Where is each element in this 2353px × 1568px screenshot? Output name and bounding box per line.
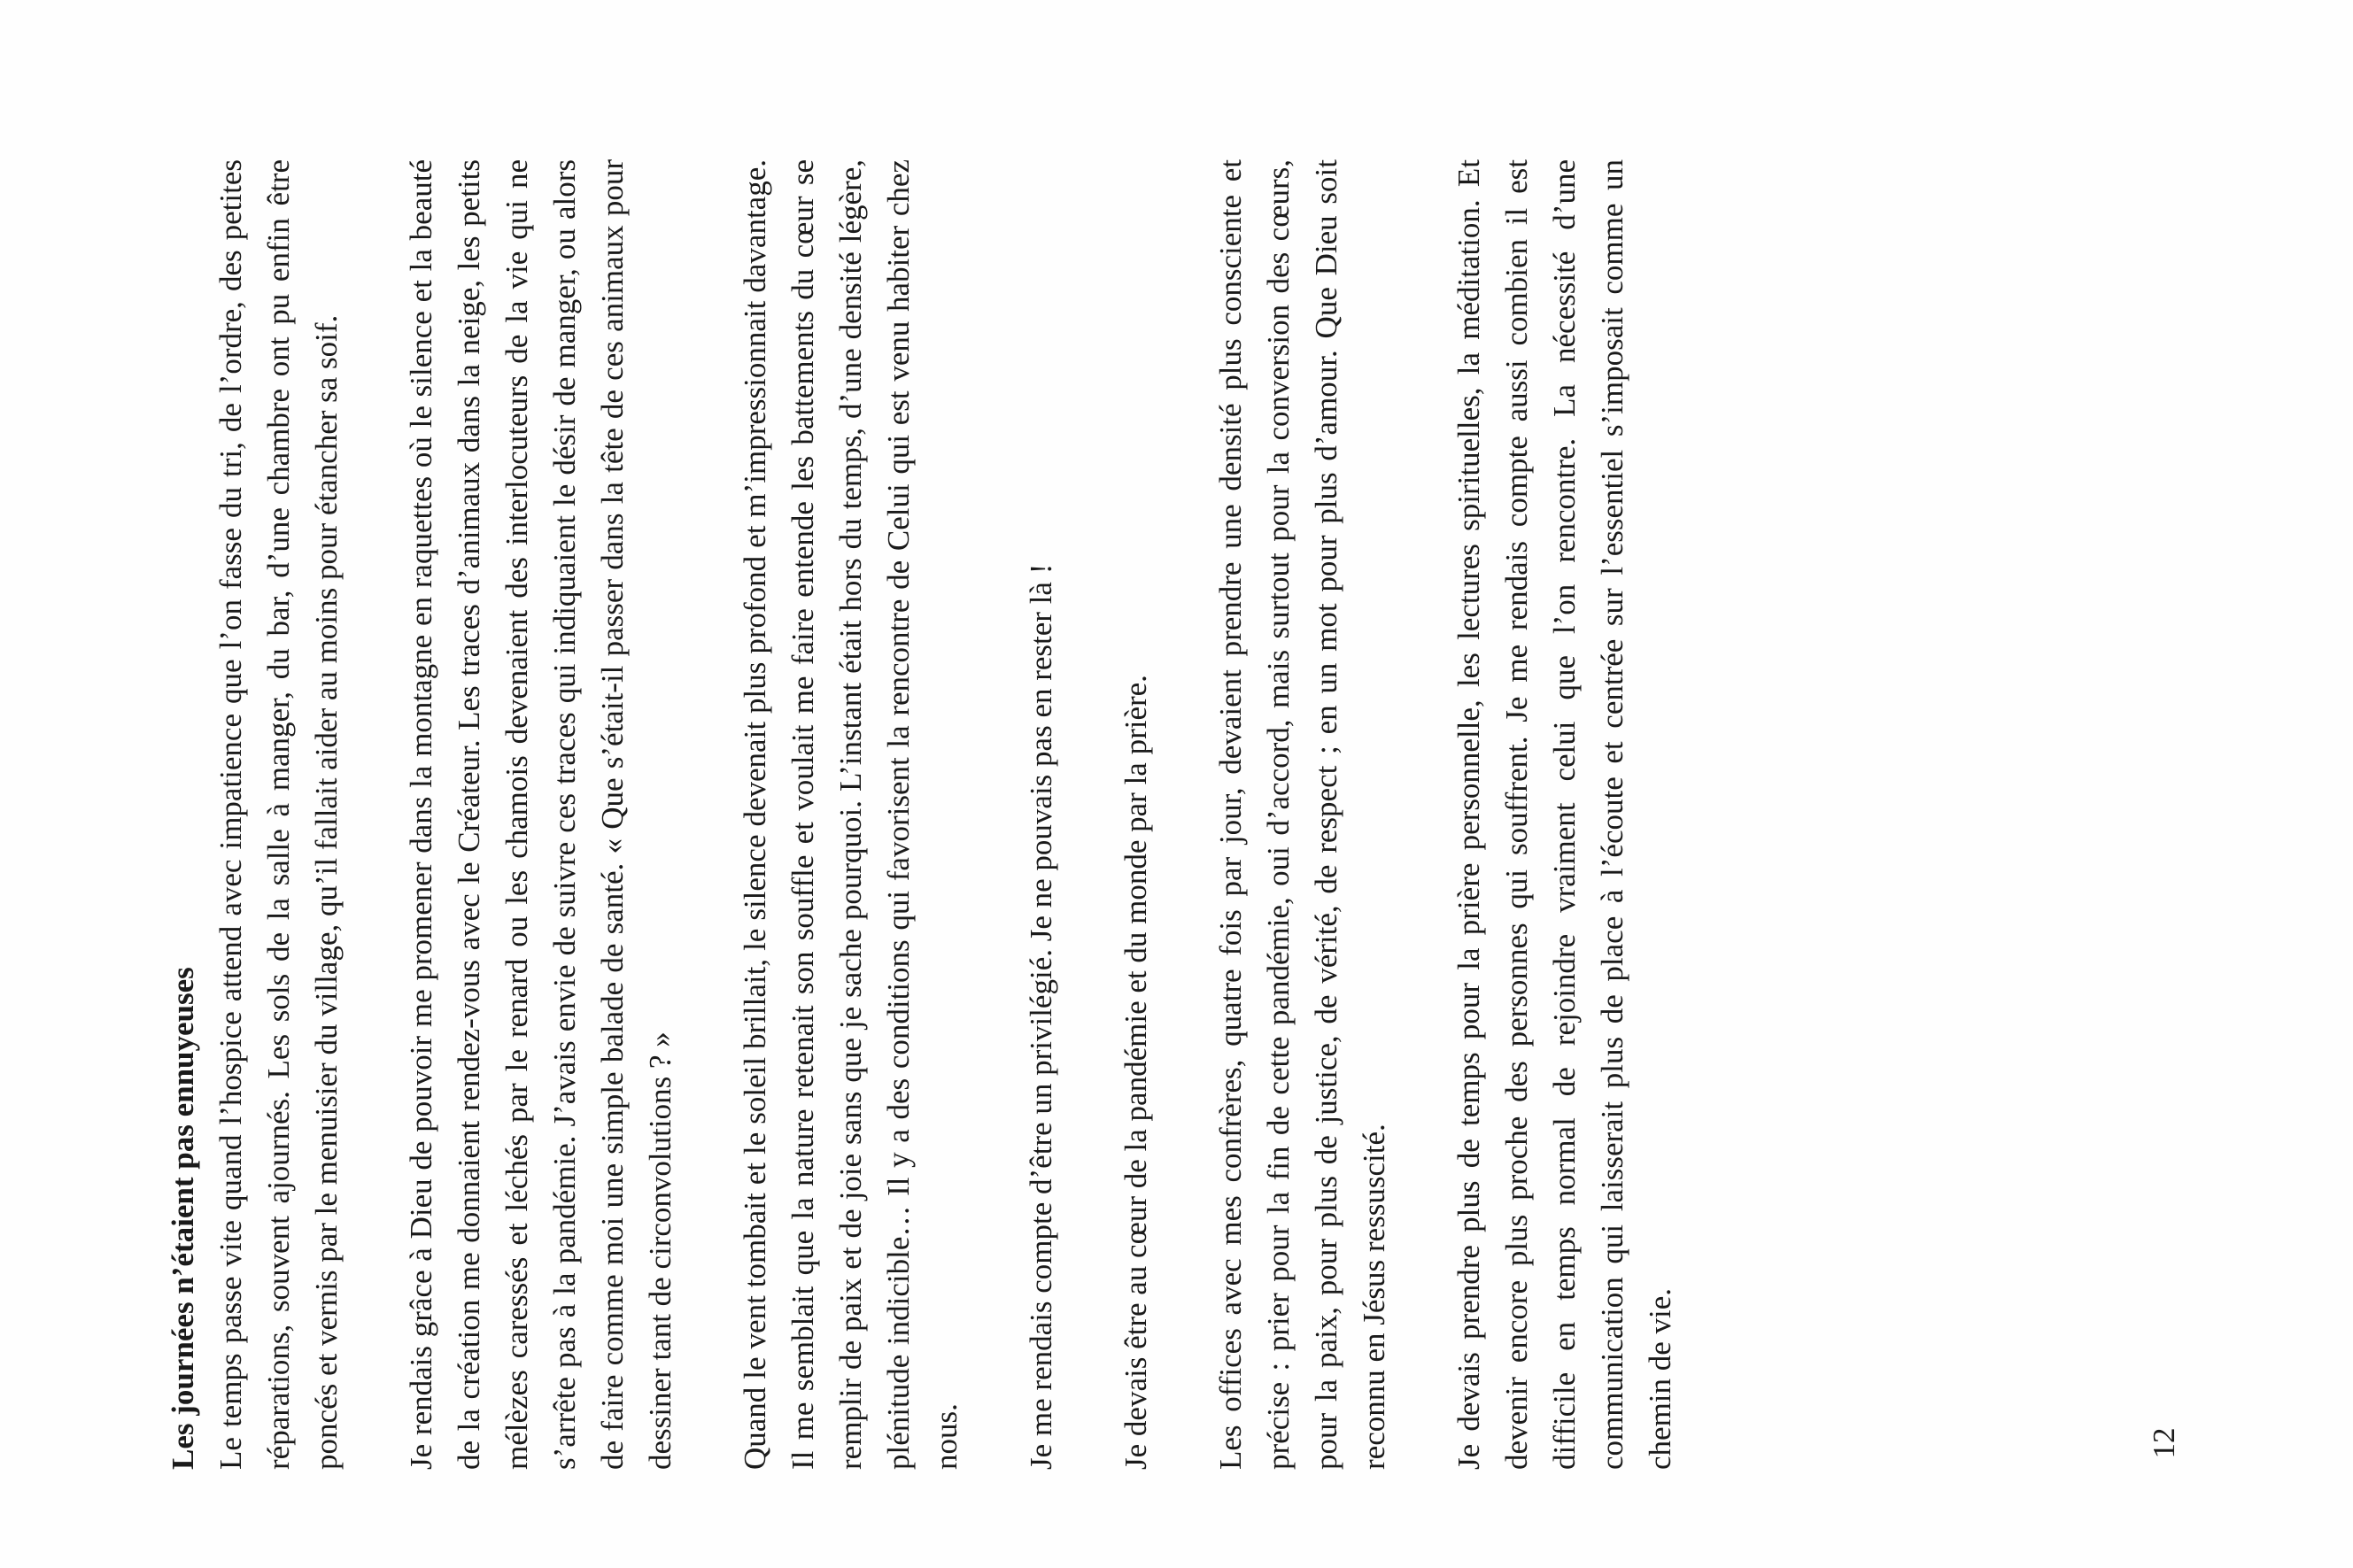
paragraph-1: Le temps passe vite quand l’hospice attend avec impatience que l’on fasse du tri, de l’ordre, des petites réparations, souvent ajournés. Les sols de la salle à manger, du bar, d’une chambre ont pu enfin être poncés et vernis par le menuisier du village, qu’il fallait aider au moins pour étancher sa soif. bbox=[213, 159, 344, 1470]
section-heading: Les journées n’étaient pas ennuyeuses bbox=[166, 967, 200, 1470]
paragraph-2: Je rendais grâce à Dieu de pouvoir me promener dans la montagne en raquettes où le silence et la beauté de la création me donnaient rendez-vous avec le Créateur. Les traces d’animaux dans la neige, les petits mélèzes caressés et léchés par le renard ou les chamois devenaient des interlocuteurs de la vie qui ne s’arrête pas à la pandémie. J’avais envie de suivre ces traces qui indiquaient le désir de manger, ou alors de faire comme moi une simple balade de santé. « Que s’était-il passer dans la tête de ces animaux pour dessiner tant de circonvolutions ? » bbox=[404, 159, 677, 1470]
paragraph-6: Les offices avec mes confrères, quatre fois par jour, devaient prendre une densité plus consciente et précise : prier pour la fin de cette pandémie, oui d’accord, mais surtout pour la conversion des cœurs, pour la paix, pour plus de justice, de vérité, de respect ; en un mot pour plus d’amour. Que Dieu soit reconnu en Jésus ressuscité. bbox=[1213, 159, 1391, 1470]
page-text-block bbox=[159, 159, 1833, 1470]
paragraph-3: Quand le vent tombait et le soleil brillait, le silence devenait plus profond et m’impressionnait davantage. Il me semblait que la nature retenait son souffle et voulait me faire entende les battements du cœur se remplir de paix et de joie sans que je sache pourquoi. L’instant était hors du temps, d’une densité légère, plénitude indicible… Il y a des conditions qui favorisent la rencontre de Celui qui est venu habiter chez nous. bbox=[738, 159, 964, 1470]
paragraph-5: Je devais être au cœur de la pandémie et du monde par la prière. bbox=[1118, 675, 1153, 1470]
paragraph-4: Je me rendais compte d’être un privilégié. Je ne pouvais pas en rester là ! bbox=[1024, 563, 1058, 1470]
page-number: 12 bbox=[2147, 1427, 2181, 1459]
paragraph-7: Je devais prendre plus de temps pour la prière personnelle, les lectures spirituelles, la méditation. Et devenir encore plus proche des personnes qui souffrent. Je me rendais compte aussi combien il est difficile en temps normal de rejoindre vraiment celui que l’on rencontre. La nécessité d’une communication qui laisserait plus de place à l’écoute et centrée sur l’essentiel s’imposait comme un chemin de vie. bbox=[1451, 159, 1677, 1470]
